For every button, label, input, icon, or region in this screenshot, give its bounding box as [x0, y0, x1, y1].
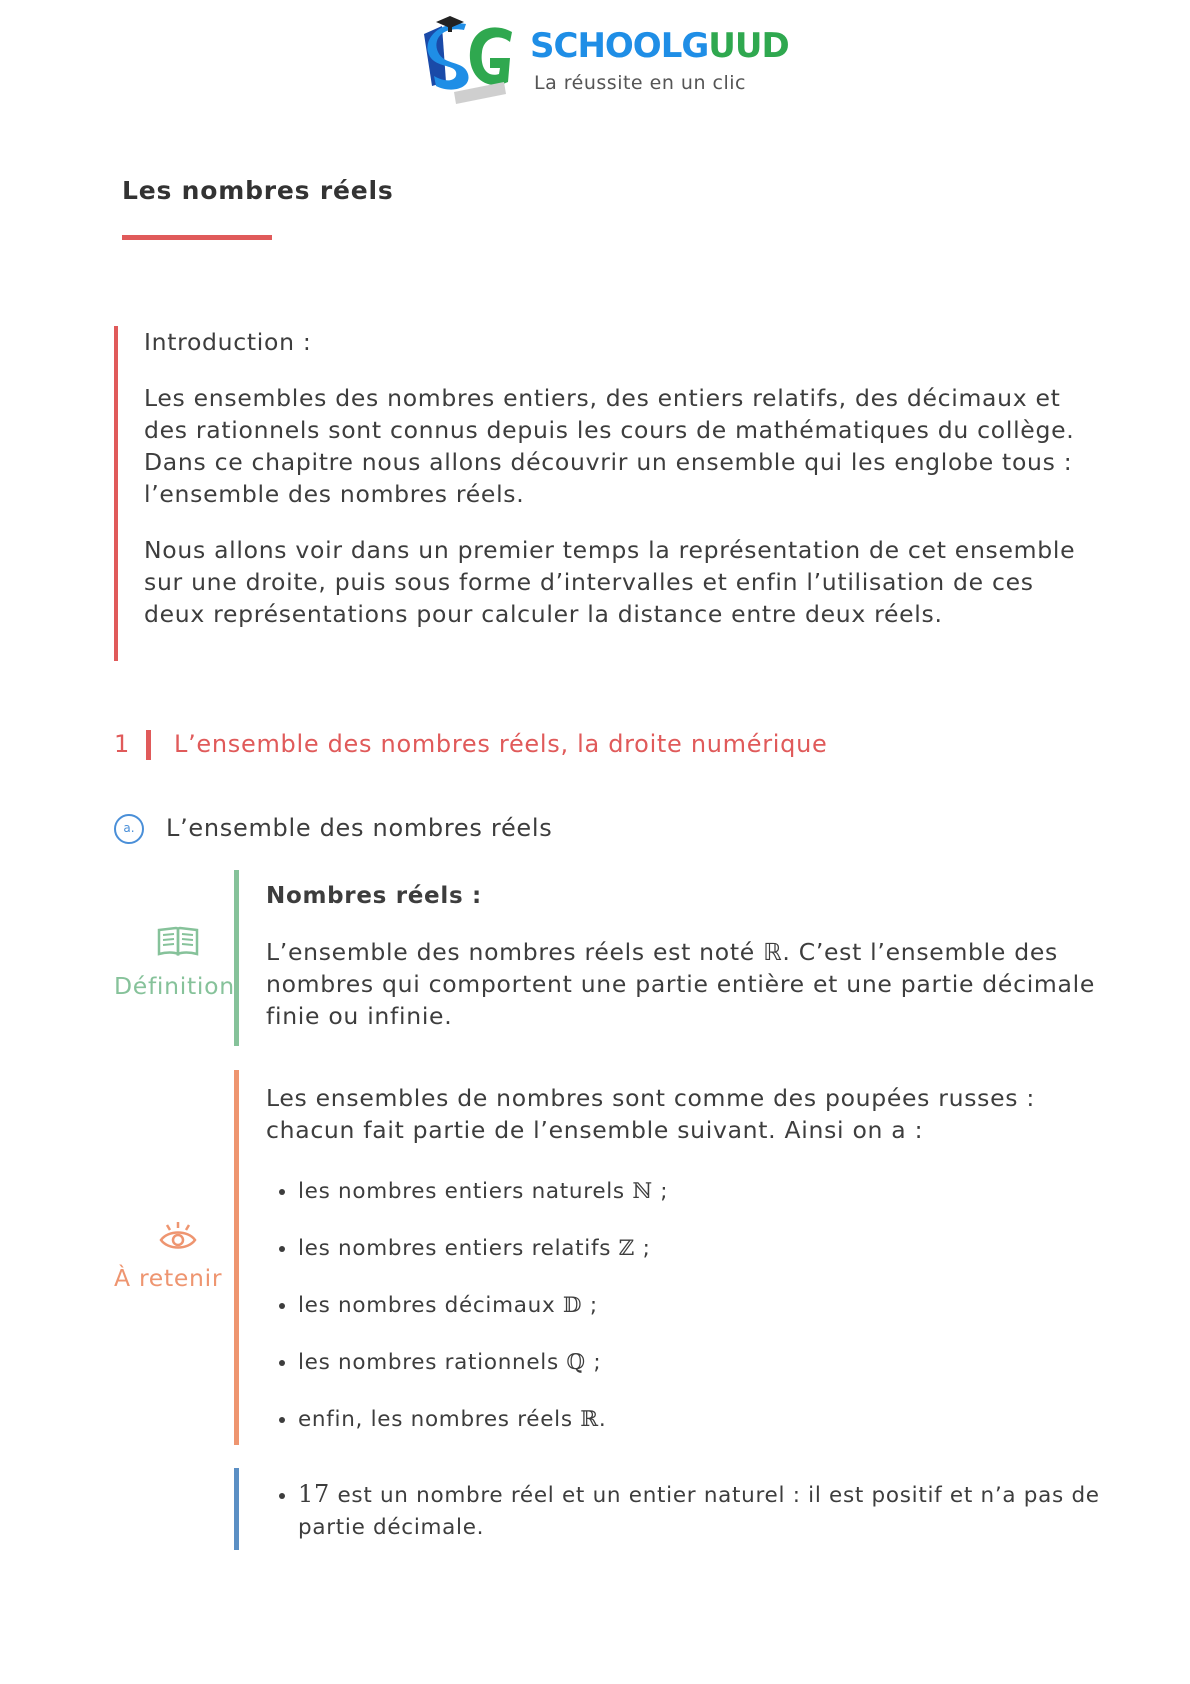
retenir-box: [114, 1070, 1094, 1445]
eye-icon: [158, 1220, 198, 1252]
list-item: • les nombres décimaux 𝔻 ;: [298, 1290, 1106, 1322]
definition-heading: Nombres réels :: [266, 883, 482, 909]
example-bar: [234, 1468, 239, 1550]
introduction-paragraph: Nous allons voir dans un premier temps la représentation de cet ensemble sur une droite, puis sous forme d’intervalles et enfin l’utilisation de ces deux représentations pour calculer la distance entre deux réels.: [144, 536, 1076, 628]
section-separator: [146, 730, 151, 760]
introduction-bar: [114, 326, 118, 661]
title-underline: [122, 235, 272, 240]
subsection-heading: [114, 812, 914, 848]
introduction-heading: Introduction :: [144, 328, 312, 356]
subsection-marker: a.: [114, 814, 144, 844]
introduction-block: [114, 326, 1084, 661]
definition-label: Définition: [114, 972, 235, 1000]
retenir-label: À retenir: [114, 1264, 223, 1292]
section-title: L’ensemble des nombres réels, la droite numérique: [174, 730, 828, 758]
retenir-intro: Les ensembles de nombres sont comme des poupées russes : chacun fait partie de l’ensemble suivant. Ainsi on a :: [266, 1084, 1036, 1144]
section-number: 1: [114, 730, 130, 758]
book-icon: [156, 924, 200, 958]
definition-box: [114, 870, 1094, 1046]
subsection-title: L’ensemble des nombres réels: [166, 814, 553, 842]
brand-tagline: La réussite en un clic: [534, 72, 746, 94]
list-item: • les nombres rationnels ℚ ;: [298, 1347, 1106, 1379]
example-number: 17: [298, 1480, 330, 1508]
list-item: • les nombres entiers relatifs ℤ ;: [298, 1233, 1106, 1265]
introduction-paragraph: Les ensembles des nombres entiers, des entiers relatifs, des décimaux et des rationnels sont connus depuis les cours de mathématiques du collège. Dans ce chapitre nous allons découvrir un ensemble qui les englobe tous : l’ensemble des nombres réels.: [144, 384, 1075, 508]
example-list: [266, 1478, 1106, 1544]
schoolgood-logo: [424, 12, 789, 108]
section-heading: [114, 728, 1114, 764]
list-item: • enfin, les nombres réels ℝ.: [298, 1404, 1106, 1436]
brand-name: SCHOOLGUUD: [530, 26, 789, 66]
number-sets-list: [266, 1176, 1106, 1436]
definition-text: L’ensemble des nombres réels est noté ℝ. C’est l’ensemble des nombres qui comportent une partie entière et une partie décimale finie ou infinie.: [266, 938, 1096, 1030]
page-title: Les nombres réels: [122, 176, 394, 205]
list-item: • les nombres entiers naturels ℕ ;: [298, 1176, 1106, 1208]
list-item: • 17 est un nombre réel et un entier naturel : il est positif et n’a pas de partie décimale.: [298, 1478, 1106, 1544]
example-box: [114, 1468, 1100, 1550]
logo-mark-icon: [424, 12, 524, 108]
